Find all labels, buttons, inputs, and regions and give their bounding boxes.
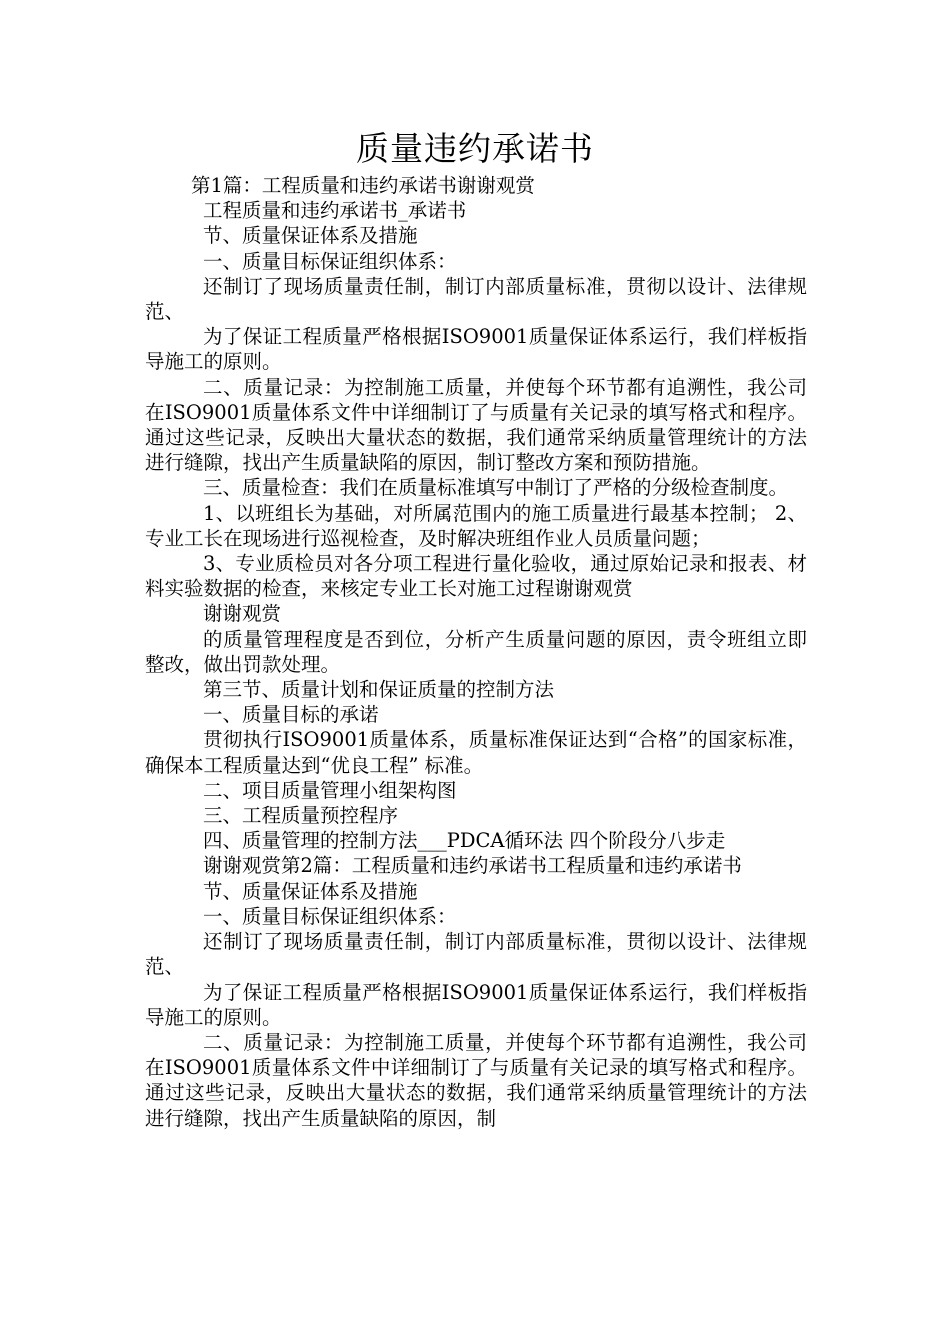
paragraph-inspection-level-3: 3、专业质检员对各分项工程进行量化验收，通过原始记录和报表、材料实验数据的检查，来核定专业工长对施工过程谢谢观赏 <box>145 552 807 601</box>
paragraph-precontrol: 三、工程质量预控程序 <box>203 804 399 828</box>
paragraph-iso-operation: 为了保证工程质量严格根据ISO9001质量保证体系运行，我们样板指导施工的原则。 <box>145 325 807 374</box>
document-body <box>145 173 807 1131</box>
paragraph-section-heading-repeat: 节、质量保证体系及措施 <box>203 879 418 903</box>
paragraph-organization-heading: 一、质量目标保证组织体系： <box>203 249 457 273</box>
paragraph-thanks-line: 谢谢观赏 <box>203 602 282 626</box>
paragraph-organization-heading-repeat: 一、质量目标保证组织体系： <box>203 904 457 928</box>
document-title: 质量违约承诺书 <box>356 129 594 168</box>
paragraph-section-heading: 节、质量保证体系及措施 <box>203 224 418 248</box>
paragraph-section-2-heading: 谢谢观赏第2篇：工程质量和违约承诺书工程质量和违约承诺书 <box>203 854 742 878</box>
paragraph-quality-records: 二、质量记录：为控制施工质量，并使每个环节都有追溯性，我公司在ISO9001质量体系文件中详细制订了与质量有关记录的填写格式和程序。通过这些记录，反映出大量状态的数据，我们通常采纳质量管理统计的方法进行缝隙，找出产生质量缺陷的原因，制订整改方案和预防措施。 <box>145 375 807 475</box>
paragraph-quality-records-repeat: 二、质量记录：为控制施工质量，并使每个环节都有追溯性，我公司在ISO9001质量体系文件中详细制订了与质量有关记录的填写格式和程序。通过这些记录，反映出大量状态的数据，我们通常采纳质量管理统计的方法进行缝隙，找出产生质量缺陷的原因，制 <box>145 1030 807 1130</box>
paragraph-subtitle: 工程质量和违约承诺书_承诺书 <box>203 199 467 223</box>
paragraph-section-1-heading: 第1篇：工程质量和违约承诺书谢谢观赏 <box>191 174 535 197</box>
paragraph-iso-operation-repeat: 为了保证工程质量严格根据ISO9001质量保证体系运行，我们样板指导施工的原则。 <box>145 980 807 1029</box>
paragraph-pdca-method: 四、质量管理的控制方法___PDCA循环法 四个阶段分八步走 <box>203 829 726 853</box>
paragraph-responsibility-system: 还制订了现场质量责任制，制订内部质量标准，贯彻以设计、法律规范、 <box>145 274 807 324</box>
paragraph-inspection-levels-1-2: 1、以班组长为基础，对所属范围内的施工质量进行最基本控制； 2、专业工长在现场进行巡视检查，及时解决班组作业人员质量问题； <box>145 501 807 550</box>
paragraph-quality-inspection: 三、质量检查：我们在质量标准填写中制订了严格的分级检查制度。 <box>203 476 789 500</box>
paragraph-iso-standard: 贯彻执行ISO9001质量体系，质量标准保证达到“合格”的国家标准，确保本工程质量达到“优良工程” 标准。 <box>145 728 807 777</box>
paragraph-responsibility-system-repeat: 还制订了现场质量责任制，制订内部质量标准，贯彻以设计、法律规范、 <box>145 930 807 979</box>
paragraph-third-section-heading: 第三节、质量计划和保证质量的控制方法 <box>203 678 555 702</box>
paragraph-org-chart: 二、项目质量管理小组架构图 <box>203 778 457 802</box>
paragraph-quality-goal-commitment: 一、质量目标的承诺 <box>203 703 379 727</box>
paragraph-management-check: 的质量管理程度是否到位，分析产生质量问题的原因，责令班组立即整改，做出罚款处理。 <box>145 627 807 676</box>
